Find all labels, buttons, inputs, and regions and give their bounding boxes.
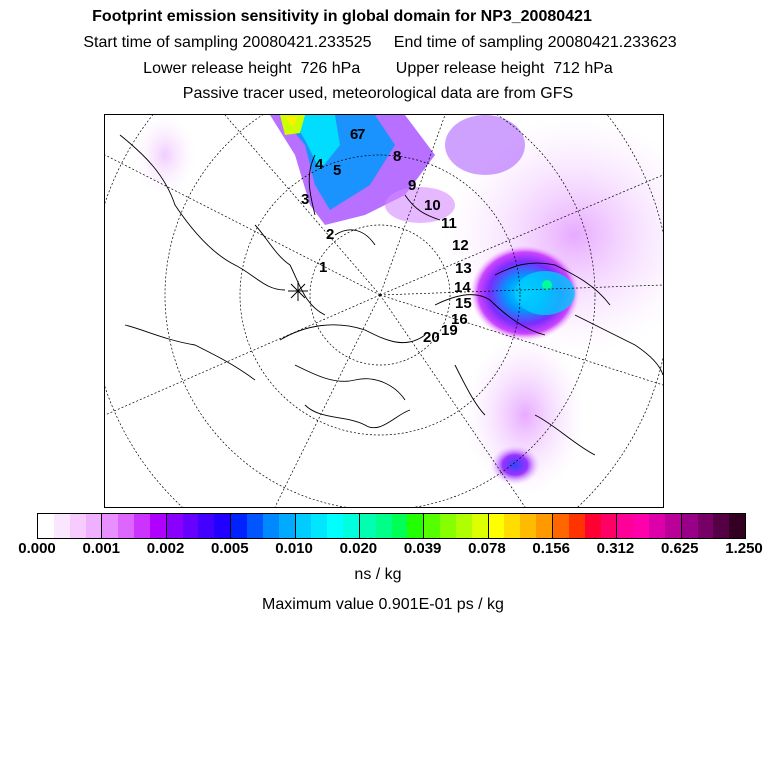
trajectory-label: 19 xyxy=(441,322,458,339)
colorbar-tick-label: 0.010 xyxy=(275,540,313,557)
trajectory-label: 1 xyxy=(319,259,328,276)
colorbar-segment xyxy=(38,514,54,538)
colorbar-segment xyxy=(134,514,150,538)
colorbar-segment xyxy=(86,514,103,538)
colorbar-segment xyxy=(392,514,408,538)
colorbar-segment xyxy=(360,514,376,538)
colorbar-tick-label: 0.001 xyxy=(82,540,121,557)
colorbar-segment xyxy=(698,514,714,538)
trajectory-label: 15 xyxy=(455,295,472,312)
colorbar-segment xyxy=(569,514,585,538)
colorbar-tick-label: 0.078 xyxy=(468,540,506,557)
trajectory-label: 10 xyxy=(424,197,441,214)
colorbar-segment xyxy=(617,514,633,538)
colorbar-tick-label: 0.312 xyxy=(596,540,635,557)
colorbar-segment xyxy=(729,514,745,538)
colorbar-segment xyxy=(504,514,520,538)
colorbar-segment xyxy=(376,514,392,538)
colorbar-segment xyxy=(713,514,729,538)
colorbar-segment xyxy=(247,514,263,538)
trajectory-label: 2 xyxy=(326,226,335,243)
colorbar-segment xyxy=(424,514,440,538)
trajectory-label: 12 xyxy=(452,237,469,254)
colorbar-segment xyxy=(311,514,327,538)
trajectory-label: 9 xyxy=(408,177,417,194)
trajectory-label: 5 xyxy=(333,162,342,179)
trajectory-label: 14 xyxy=(454,279,471,296)
release-point-marker xyxy=(288,281,308,301)
colorbar-segment xyxy=(167,514,183,538)
trajectory-label: 20 xyxy=(423,329,440,346)
release-height-line: Lower release height 726 hPa Upper release height 712 hPa xyxy=(143,60,613,77)
colorbar-segment xyxy=(633,514,649,538)
colorbar-tick-labels xyxy=(0,540,768,560)
colorbar-segment xyxy=(665,514,682,538)
colorbar-segment xyxy=(279,514,296,538)
sampling-time-line: Start time of sampling 20080421.233525 End time of sampling 20080421.233623 xyxy=(83,34,677,51)
colorbar-tick-label: 0.002 xyxy=(146,540,185,557)
colorbar-tick-label: 0.000 xyxy=(18,540,56,557)
colorbar-segment xyxy=(327,514,343,538)
trajectory-label: 11 xyxy=(441,215,457,232)
colorbar-segment xyxy=(585,514,601,538)
tracer-info-line: Passive tracer used, meteorological data are from GFS xyxy=(182,85,574,102)
colorbar-segment xyxy=(553,514,569,538)
trajectory-label: 16 xyxy=(451,311,468,328)
colorbar-segment xyxy=(231,514,247,538)
polar-map-panel xyxy=(104,114,664,508)
colorbar-segment xyxy=(70,514,86,538)
colorbar-segment xyxy=(183,514,199,538)
sensitivity-field xyxy=(135,115,663,495)
colorbar-tick-label: 0.020 xyxy=(339,540,378,557)
colorbar-segment xyxy=(536,514,553,538)
trajectory-label: 3 xyxy=(301,191,310,208)
colorbar-segment xyxy=(198,514,214,538)
colorbar-segment xyxy=(214,514,231,538)
colorbar-segment xyxy=(601,514,618,538)
maximum-value-text: Maximum value 0.901E-01 ps / kg xyxy=(262,596,504,613)
map-title: Footprint emission sensitivity in global domain for NP3_20080421 xyxy=(92,8,592,25)
colorbar-tick-label: 0.039 xyxy=(403,540,442,557)
colorbar-segment xyxy=(407,514,424,538)
polar-map xyxy=(105,115,663,507)
trajectory-label: 4 xyxy=(315,156,324,173)
colorbar-segment xyxy=(118,514,134,538)
colorbar-segment xyxy=(472,514,489,538)
colorbar-segment xyxy=(296,514,312,538)
colorbar-segment xyxy=(102,514,118,538)
colorbar-tick-label: 0.156 xyxy=(532,540,570,557)
colorbar-segment xyxy=(489,514,505,538)
colorbar-segment xyxy=(456,514,472,538)
colorbar-segment xyxy=(649,514,665,538)
colorbar-segment xyxy=(682,514,698,538)
colorbar-segment xyxy=(54,514,70,538)
colorbar-tick-label: 0.005 xyxy=(211,540,249,557)
colorbar-segment xyxy=(343,514,360,538)
colorbar-segment xyxy=(520,514,536,538)
colorbar-segment xyxy=(440,514,456,538)
colorbar-unit: ns / kg xyxy=(354,566,402,583)
colorbar-tick-label: 1.250 xyxy=(725,540,763,557)
colorbar-segment xyxy=(263,514,279,538)
trajectory-label: 13 xyxy=(455,260,472,277)
trajectory-label: 7 xyxy=(357,126,366,143)
colorbar-segment xyxy=(150,514,167,538)
colorbar xyxy=(37,513,746,539)
trajectory-label: 6 xyxy=(350,126,359,143)
colorbar-tick-label: 0.625 xyxy=(660,540,699,557)
trajectory-label: 8 xyxy=(393,148,402,165)
